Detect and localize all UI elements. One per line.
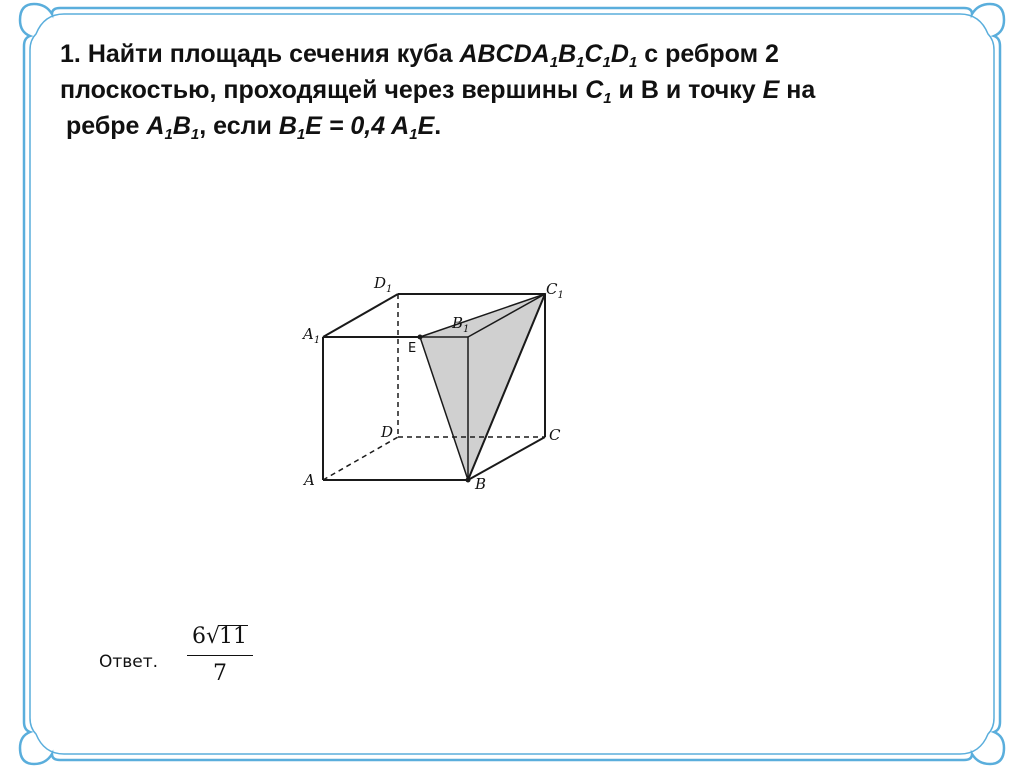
- label-a1: $A_1$: [303, 325, 321, 346]
- cube-diagram: [295, 268, 585, 498]
- fraction-bar: [187, 655, 253, 656]
- answer-radicand: 11: [219, 624, 248, 649]
- answer-fraction: [187, 621, 253, 688]
- problem-line-2: [60, 72, 960, 108]
- vertex-c1: $C_1$: [585, 76, 612, 107]
- problem-statement: [60, 36, 960, 144]
- problem-text-1b: с ребром 2: [644, 40, 779, 68]
- edge-a1b1: $A_1B_1$: [146, 112, 200, 143]
- answer-label: Ответ.: [99, 652, 159, 672]
- section-triangle: [420, 294, 545, 480]
- edge-a1-d1: [323, 294, 398, 337]
- problem-number: 1.: [60, 40, 81, 68]
- problem-text-3b: , если: [199, 112, 272, 140]
- problem-line-1: [60, 36, 960, 72]
- label-e: E: [408, 341, 417, 356]
- problem-text-1a: Найти площадь сечения куба: [87, 40, 453, 68]
- problem-text-2a: плоскостью, проходящей через вершины: [60, 76, 579, 104]
- label-d: D: [381, 423, 394, 441]
- answer-denominator: 7: [213, 661, 227, 686]
- label-c: C: [549, 426, 561, 444]
- point-e: E: [762, 76, 780, 104]
- problem-text-3a: ребре: [66, 112, 140, 140]
- condition: $B_1E = 0,4$ $A_1E$: [278, 112, 435, 143]
- vertex-b-dot: [466, 478, 471, 483]
- label-c1: $C_1$: [546, 280, 564, 301]
- edge-a-d: [323, 437, 398, 480]
- answer-coefficient: 6: [191, 624, 206, 649]
- label-b1: $B_1$: [452, 314, 470, 335]
- problem-text-2c: на: [786, 76, 816, 104]
- point-e-dot: [418, 335, 423, 340]
- cube-name: $ABCDA_1B_1C_1D_1$: [459, 40, 638, 71]
- cube-edges: [323, 294, 545, 480]
- problem-text-2b: и B и точку: [618, 76, 756, 104]
- radical-sign: √: [205, 624, 221, 649]
- problem-line-3: [60, 108, 960, 144]
- label-a: A: [304, 471, 315, 489]
- label-d1: $D_1$: [374, 274, 393, 295]
- problem-text-3-end: .: [434, 112, 442, 140]
- label-b: B: [475, 475, 487, 493]
- answer-numerator: [187, 621, 253, 653]
